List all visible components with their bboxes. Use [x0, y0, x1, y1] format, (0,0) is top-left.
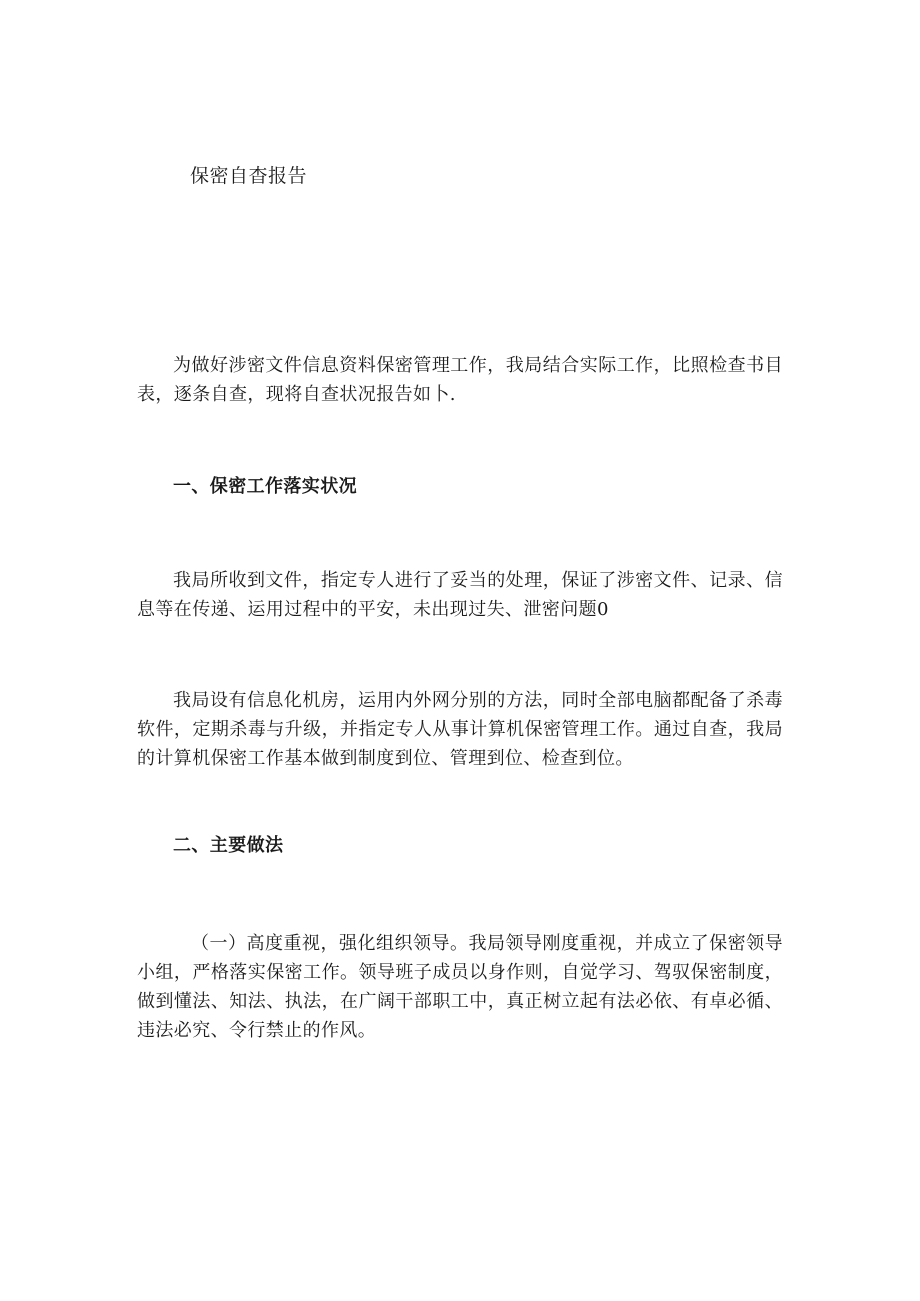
section1-paragraph-2: 我局设有信息化机房，运用内外网分别的方法，同时全部电脑都配备了杀毒软件，定期杀毒与升级，并指定专人从事计算机保密管理工作。通过自查，我局的计算机保密工作基本做到制度到位、管理到位、检查到位。 — [137, 690, 783, 769]
section2-paragraph-1: （一）高度重视，强化组织领导。我局领导刚度重视，并成立了保密领导小组，严格落实保密工作。领导班子成员以身作则，自觉学习、驾驭保密制度，做到懂法、知法、执法，在广阔干部职工中，真正树立起有法必依、有卓必循、违法必究、令行禁止的作风。 — [137, 933, 783, 1041]
document-title: 保密自杳报告 — [190, 165, 308, 187]
section1-paragraph-1: 我局所收到文件，指定专人进行了妥当的处理，保证了涉密文件、记录、信息等在传递、运用过程中的平安，未出现过失、泄密问题0 — [137, 570, 783, 620]
section-heading-1: 一、保密工作落实状况 — [173, 476, 357, 497]
intro-paragraph: 为做好涉密文件信息资料保密管理工作，我局结合实际工作，比照检查书目表，逐条自查，现将自查状况报告如卜. — [137, 355, 783, 405]
section-heading-2: 二、主要做法 — [173, 835, 284, 856]
